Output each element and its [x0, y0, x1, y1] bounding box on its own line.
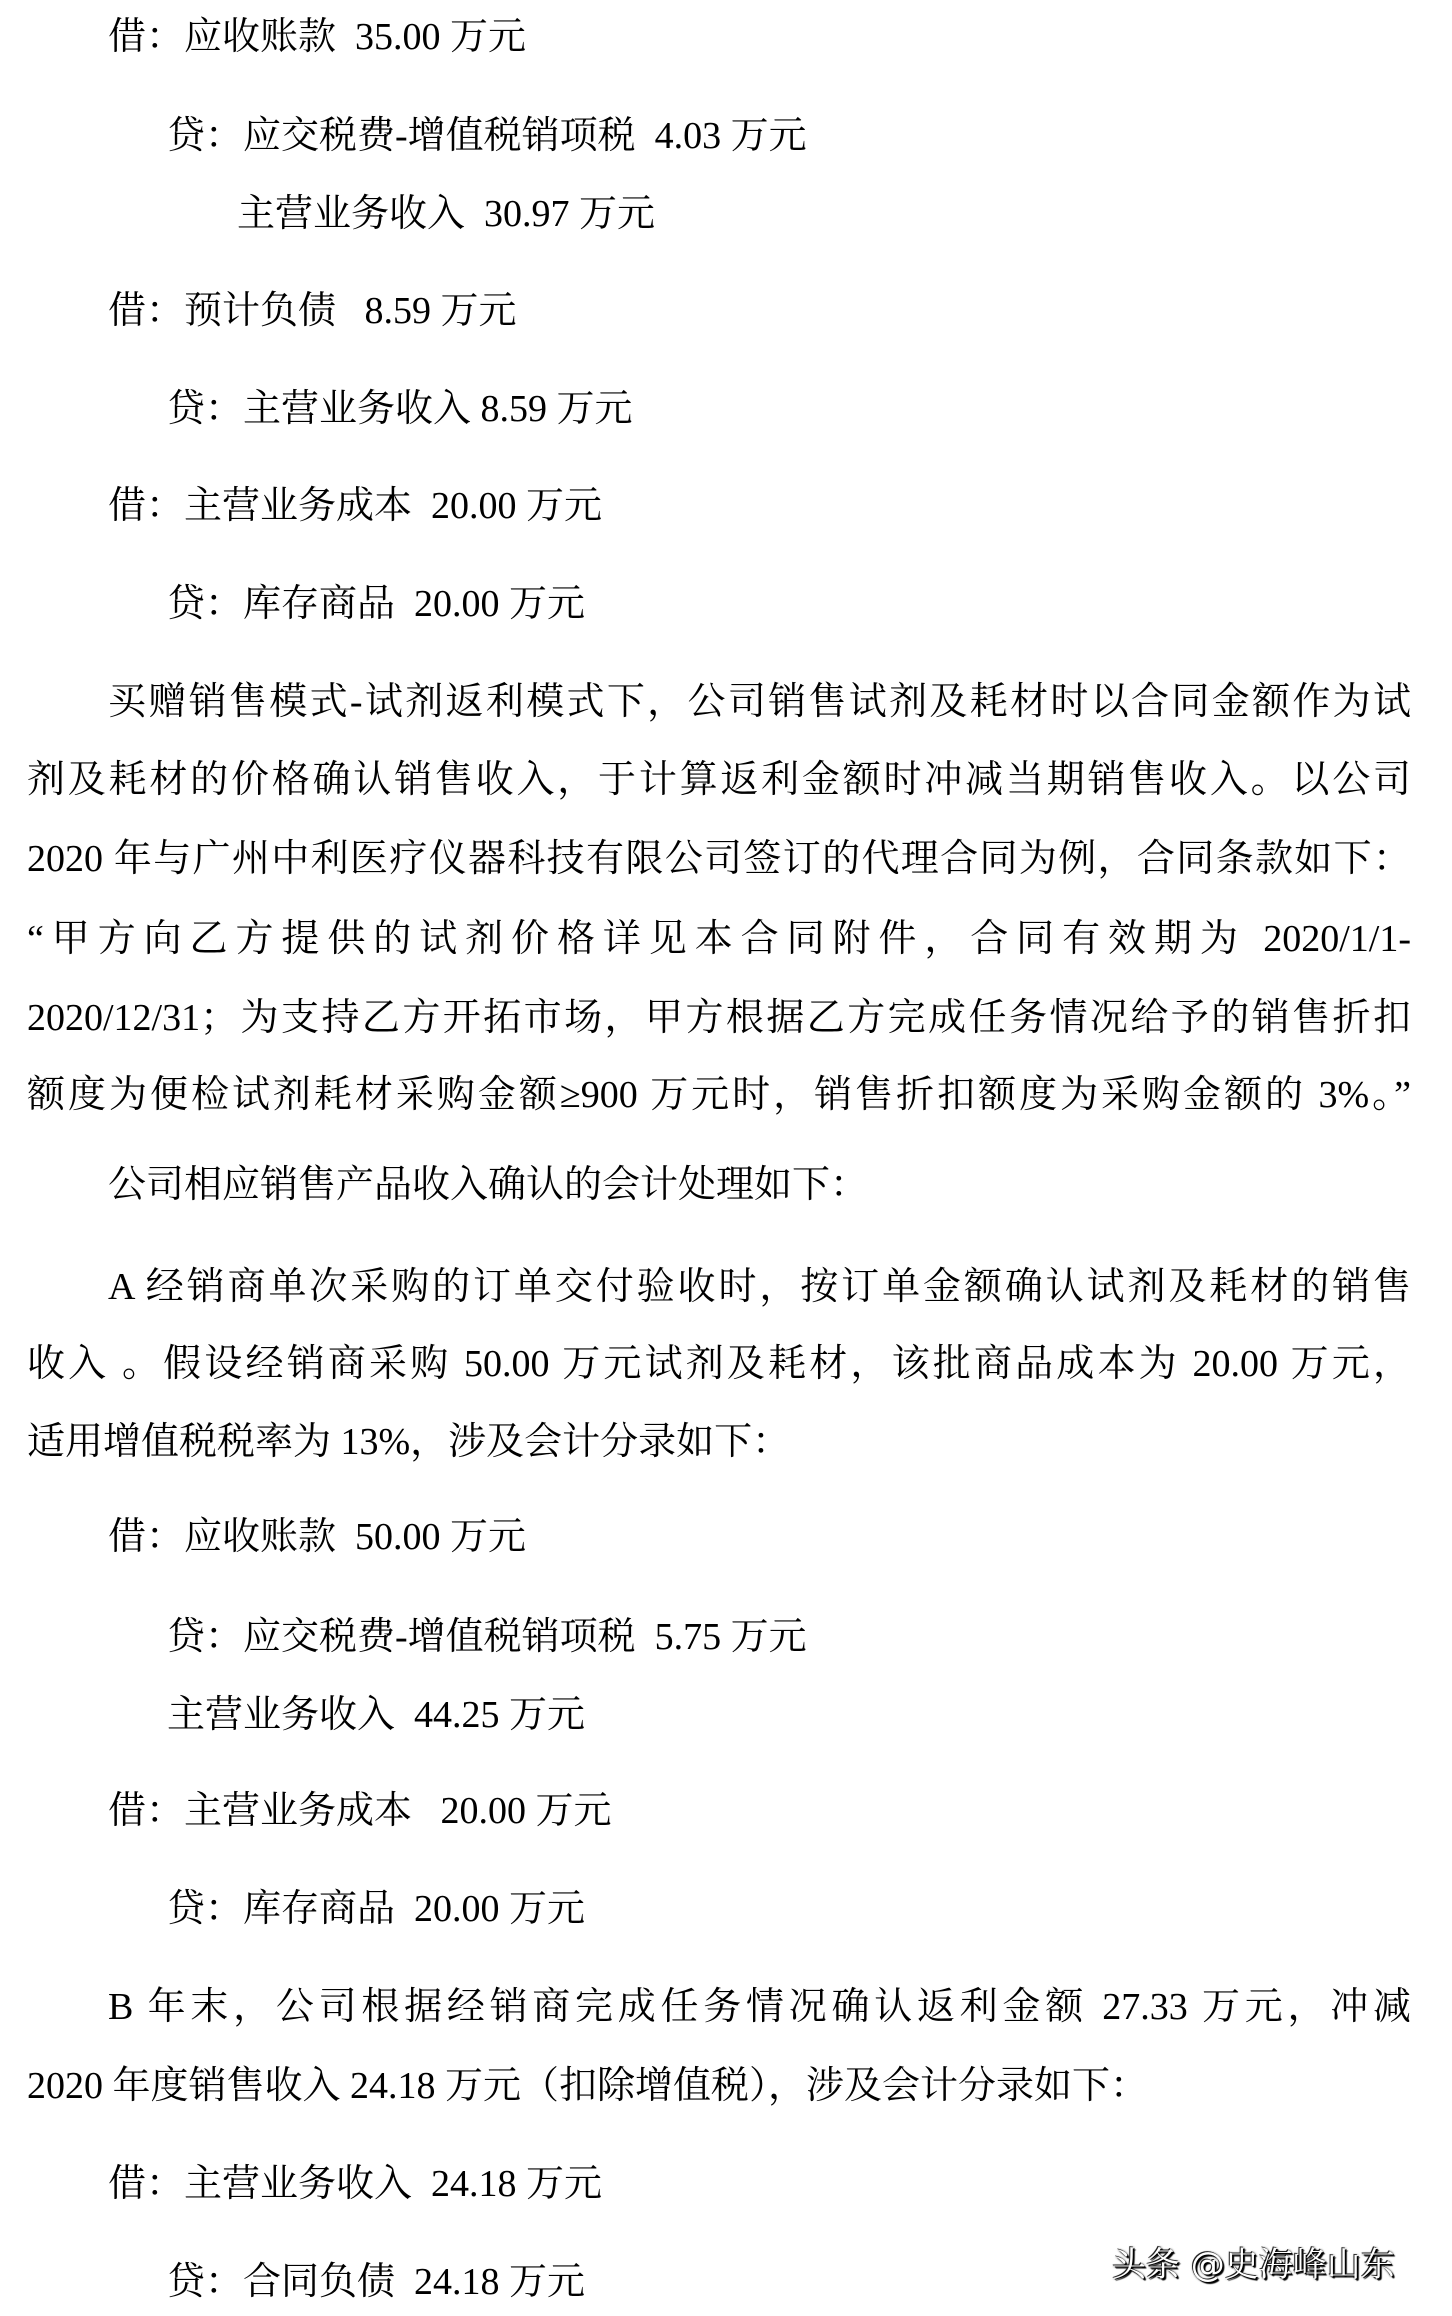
paragraph-line: 2020/12/31；为支持乙方开拓市场，甲方根据乙方完成任务情况给予的销售折扣 — [27, 997, 1411, 1039]
journal-entry-debit-cost-20: 借：主营业务成本 20.00 万元 — [108, 485, 603, 527]
paragraph-line: B 年末，公司根据经销商完成任务情况确认返利金额 27.33 万元，冲减 — [108, 1986, 1411, 2028]
watermark-toutiao-author: 头条 @史海峰山东 — [1112, 2245, 1395, 2285]
journal-entry-credit-inventory-20: 贷：库存商品 20.00 万元 — [167, 583, 586, 625]
journal-entry-debit-receivable-35: 借：应收账款 35.00 万元 — [108, 16, 527, 58]
journal-entry-debit-provision-8-59: 借：预计负债 8.59 万元 — [108, 290, 517, 332]
paragraph-line: “甲方向乙方提供的试剂价格详见本合同附件，合同有效期为 2020/1/1- — [27, 918, 1411, 960]
paragraph-accounting-intro: 公司相应销售产品收入确认的会计处理如下： — [108, 1164, 869, 1206]
journal-entry-credit-revenue-8-59: 贷：主营业务收入 8.59 万元 — [167, 388, 633, 430]
paragraph-line: 额度为便检试剂耗材采购金额≥900 万元时，销售折扣额度为采购金额的 3%。” — [27, 1074, 1411, 1116]
paragraph-line: 买赠销售模式-试剂返利模式下，公司销售试剂及耗材时以合同金额作为试 — [108, 681, 1411, 723]
journal-entry-debit-revenue-24-18: 借：主营业务收入 24.18 万元 — [108, 2163, 603, 2205]
journal-entry-credit-vat-5-75: 贷：应交税费-增值税销项税 5.75 万元 — [167, 1616, 807, 1658]
journal-entry-credit-revenue-44-25: 主营业务收入 44.25 万元 — [167, 1694, 586, 1736]
paragraph-line: 收入 。假设经销商采购 50.00 万元试剂及耗材，该批商品成本为 20.00 万元， — [27, 1343, 1411, 1385]
paragraph-line: 2020 年与广州中利医疗仪器科技有限公司签订的代理合同为例，合同条款如下： — [27, 838, 1411, 880]
paragraph-line: 适用增值税税率为 13%，涉及会计分录如下： — [27, 1421, 791, 1463]
paragraph-line: 2020 年度销售收入 24.18 万元（扣除增值税），涉及会计分录如下： — [27, 2065, 1149, 2107]
journal-entry-debit-receivable-50: 借：应收账款 50.00 万元 — [108, 1516, 527, 1558]
journal-entry-credit-inventory-20-a: 贷：库存商品 20.00 万元 — [167, 1888, 586, 1930]
paragraph-line: 剂及耗材的价格确认销售收入，于计算返利金额时冲减当期销售收入。以公司 — [27, 759, 1411, 801]
journal-entry-debit-cost-20-a: 借：主营业务成本 20.00 万元 — [108, 1790, 612, 1832]
paragraph-line: A 经销商单次采购的订单交付验收时，按订单金额确认试剂及耗材的销售 — [108, 1266, 1411, 1308]
journal-entry-credit-revenue-30-97: 主营业务收入 30.97 万元 — [237, 193, 656, 235]
journal-entry-credit-contract-liability-24-18: 贷：合同负债 24.18 万元 — [167, 2261, 586, 2303]
journal-entry-credit-vat-4-03: 贷：应交税费-增值税销项税 4.03 万元 — [167, 115, 807, 157]
